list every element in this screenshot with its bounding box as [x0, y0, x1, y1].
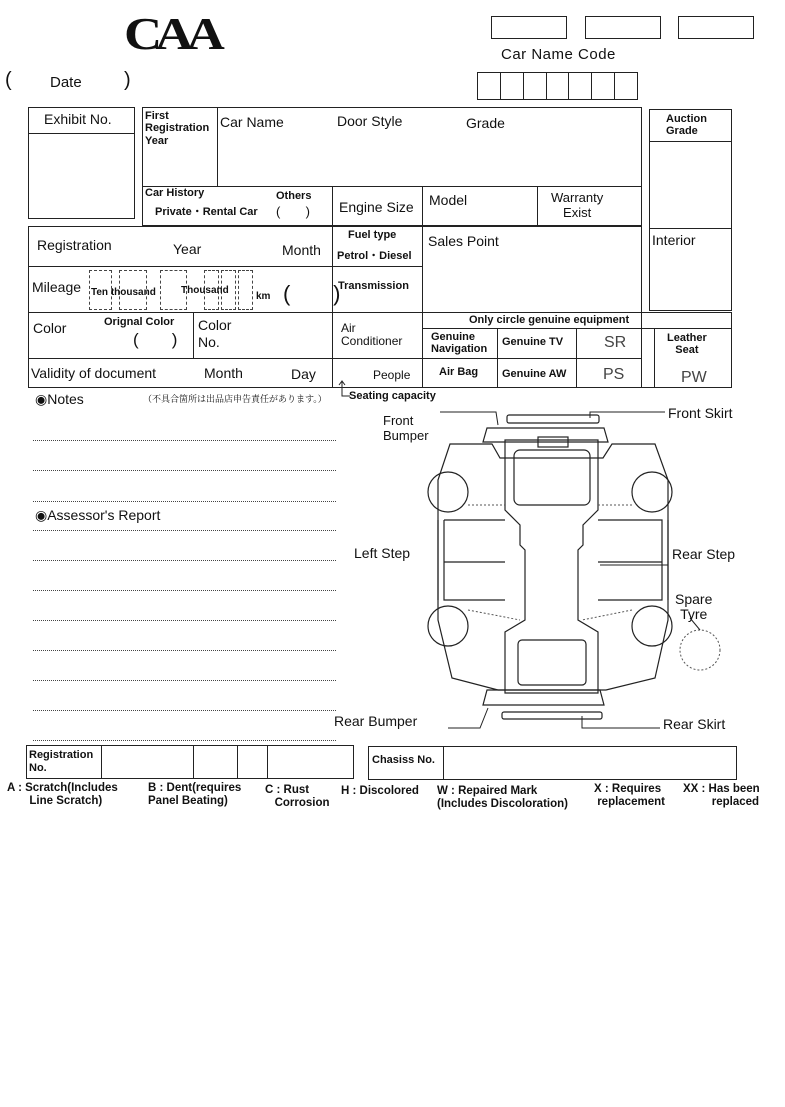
header-box-1[interactable]	[491, 16, 567, 39]
legend-x: X : Requires replacement	[594, 783, 665, 809]
air-conditioner-label: Air Conditioner	[341, 321, 403, 349]
header-box-2[interactable]	[585, 16, 661, 39]
mileage-paren: ( )	[283, 281, 341, 306]
report-line[interactable]	[33, 530, 336, 531]
leather-seat-label: Leather Seat	[667, 332, 707, 357]
air-bag-label: Air Bag	[439, 366, 479, 378]
assessor-report-title: ◉Assessor's Report	[35, 507, 161, 523]
others-label: Others	[276, 190, 312, 202]
genuine-aw-label: Genuine AW	[502, 368, 567, 380]
header-box-3[interactable]	[678, 16, 754, 39]
people-label: People	[373, 368, 411, 382]
report-line[interactable]	[33, 650, 336, 651]
notes-title: ◉Notes	[35, 391, 84, 407]
caa-logo: CAA	[124, 8, 218, 59]
spare-tyre-label: Spare Tyre	[675, 591, 713, 623]
only-circle-label: Only circle genuine equipment	[469, 314, 630, 326]
notes-jp-note: （不具合箇所は出品店申告責任があります。）	[143, 394, 327, 404]
report-line[interactable]	[33, 710, 336, 711]
transmission-label: Transmission	[338, 280, 409, 292]
car-history-paren: ( )	[276, 204, 310, 219]
mileage-label: Mileage	[32, 279, 82, 295]
model-label: Model	[429, 192, 468, 208]
rear-bumper-label: Rear Bumper	[334, 713, 418, 729]
report-line[interactable]	[33, 680, 336, 681]
notes-line[interactable]	[33, 501, 336, 502]
legend-b: B : Dent(requires Panel Beating)	[148, 782, 242, 808]
genuine-tv-label: Genuine TV	[502, 336, 564, 348]
sr-label: SR	[604, 334, 627, 351]
rear-step-label: Rear Step	[672, 546, 736, 562]
km-label: km	[256, 291, 271, 302]
sales-point-label: Sales Point	[428, 233, 499, 249]
front-bumper-label: Front Bumper	[383, 413, 429, 443]
report-line[interactable]	[33, 740, 336, 741]
thousand-label: Thousand	[181, 285, 229, 296]
notes-line[interactable]	[33, 440, 336, 441]
interior-label: Interior	[652, 232, 696, 248]
registration-month-label: Month	[282, 242, 321, 258]
color-label: Color	[33, 320, 67, 336]
date-paren-open: (	[5, 69, 12, 91]
report-line[interactable]	[33, 560, 336, 561]
front-skirt-label: Front Skirt	[668, 405, 733, 421]
validity-label: Validity of document	[31, 365, 157, 381]
ten-thousand-label: Ten thousand	[91, 287, 156, 298]
car-name-code-label: Car Name Code	[501, 46, 616, 63]
grade-label: Grade	[466, 115, 505, 131]
date-label: Date	[50, 74, 82, 91]
door-style-label: Door Style	[337, 113, 403, 129]
rear-skirt-label: Rear Skirt	[663, 716, 726, 732]
engine-size-label: Engine Size	[339, 199, 414, 215]
seating-capacity-label: Seating capacity	[349, 390, 436, 402]
left-step-label: Left Step	[354, 545, 411, 561]
car-name-code-boxes[interactable]	[477, 72, 638, 100]
fuel-type-label: Fuel type	[348, 229, 397, 241]
exhibit-no-label: Exhibit No.	[44, 111, 112, 127]
car-diagram[interactable]	[340, 405, 780, 740]
petrol-diesel-label: Petrol・Diesel	[337, 250, 412, 262]
registration-label: Registration	[37, 237, 112, 253]
legend-c: C : Rust Corrosion	[265, 784, 330, 810]
auction-grade-box[interactable]	[649, 109, 732, 311]
validity-day-label: Day	[291, 366, 316, 382]
genuine-navigation-label: Genuine Navigation	[431, 331, 488, 356]
report-line[interactable]	[33, 620, 336, 621]
report-line[interactable]	[33, 590, 336, 591]
validity-month-label: Month	[204, 365, 243, 381]
original-color-label: Orignal Color	[104, 316, 175, 328]
car-name-label: Car Name	[220, 114, 284, 130]
legend-w: W : Repaired Mark (Includes Discoloration)	[437, 785, 568, 811]
legend-a: A : Scratch(Includes Line Scratch)	[7, 782, 118, 808]
mileage-digit-6[interactable]	[238, 270, 253, 310]
color-no-label: Color No.	[198, 317, 232, 350]
notes-line[interactable]	[33, 470, 336, 471]
pw-label: PW	[681, 369, 707, 386]
legend-h: H : Discolored	[341, 785, 419, 797]
legend-xx: XX : Has been replaced	[683, 783, 760, 809]
first-registration-year-label: First Registration Year	[145, 110, 210, 147]
original-color-paren: ( )	[133, 330, 178, 349]
chassis-no-label: Chasiss No.	[372, 754, 435, 766]
registration-year-label: Year	[173, 241, 202, 257]
date-paren-close: )	[124, 69, 131, 91]
registration-no-label: Registration No.	[29, 749, 94, 774]
warranty-exist-label: Warranty Exist	[551, 190, 604, 220]
car-history-label: Car History	[145, 187, 205, 199]
ps-label: PS	[603, 366, 625, 383]
private-rental-label: Private・Rental Car	[155, 206, 258, 218]
auction-grade-label: Auction Grade	[666, 113, 707, 138]
